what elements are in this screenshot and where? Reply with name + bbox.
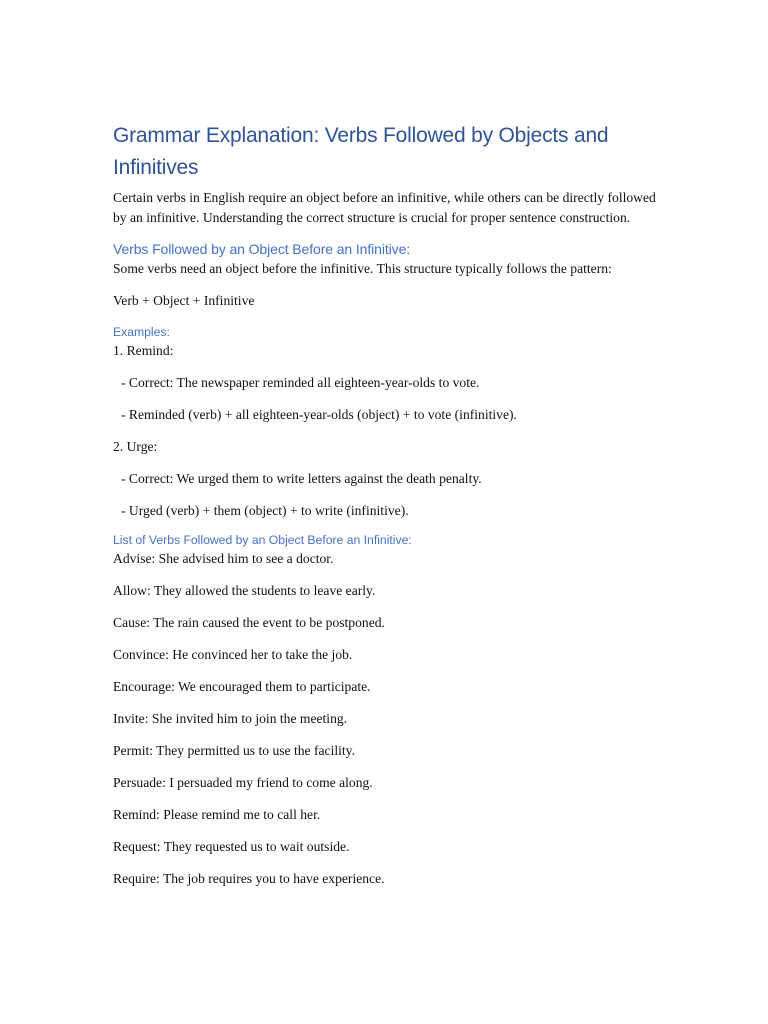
list-item: Persuade: I persuaded my friend to come along. — [113, 774, 373, 790]
verb-list — [113, 549, 658, 889]
example-1-correct: - Correct: The newspaper reminded all eighteen-year-olds to vote. — [121, 375, 480, 390]
list-item: Advise: She advised him to see a doctor. — [113, 550, 334, 566]
list-item: Convince: He convinced her to take the job. — [113, 646, 353, 662]
example-1-label: 1. Remind: — [113, 343, 174, 358]
list-item: Encourage: We encouraged them to participate. — [113, 678, 371, 694]
section-description: Some verbs need an object before the infinitive. This structure typically follows the pattern: — [113, 261, 612, 276]
list-item: Request: They requested us to wait outside. — [113, 838, 350, 854]
example-2-label: 2. Urge: — [113, 439, 158, 454]
examples-heading: Examples: — [113, 325, 170, 339]
list-item: Allow: They allowed the students to leave early. — [113, 582, 376, 598]
section-heading: Verbs Followed by an Object Before an Infinitive: — [113, 241, 411, 257]
list-item: Require: The job requires you to have experience. — [113, 870, 385, 886]
example-2-correct: - Correct: We urged them to write letters against the death penalty. — [121, 471, 482, 486]
example-2-breakdown: - Urged (verb) + them (object) + to write (infinitive). — [121, 503, 409, 518]
pattern-text: Verb + Object + Infinitive — [113, 293, 255, 308]
verb-list-heading: List of Verbs Followed by an Object Before an Infinitive: — [113, 532, 412, 547]
example-1-breakdown: - Reminded (verb) + all eighteen-year-olds (object) + to vote (infinitive). — [121, 407, 517, 422]
list-item: Cause: The rain caused the event to be postponed. — [113, 614, 385, 630]
document-title: Grammar Explanation: Verbs Followed by Objects and Infinitives — [113, 124, 609, 179]
list-item: Permit: They permitted us to use the facility. — [113, 742, 355, 758]
list-item: Remind: Please remind me to call her. — [113, 806, 321, 822]
document-page — [113, 120, 658, 888]
intro-paragraph: Certain verbs in English require an object before an infinitive, while others can be directly followed by an infinitive. Understanding the correct structure is crucial for proper sentence construction. — [113, 190, 656, 225]
list-item: Invite: She invited him to join the meeting. — [113, 710, 348, 726]
